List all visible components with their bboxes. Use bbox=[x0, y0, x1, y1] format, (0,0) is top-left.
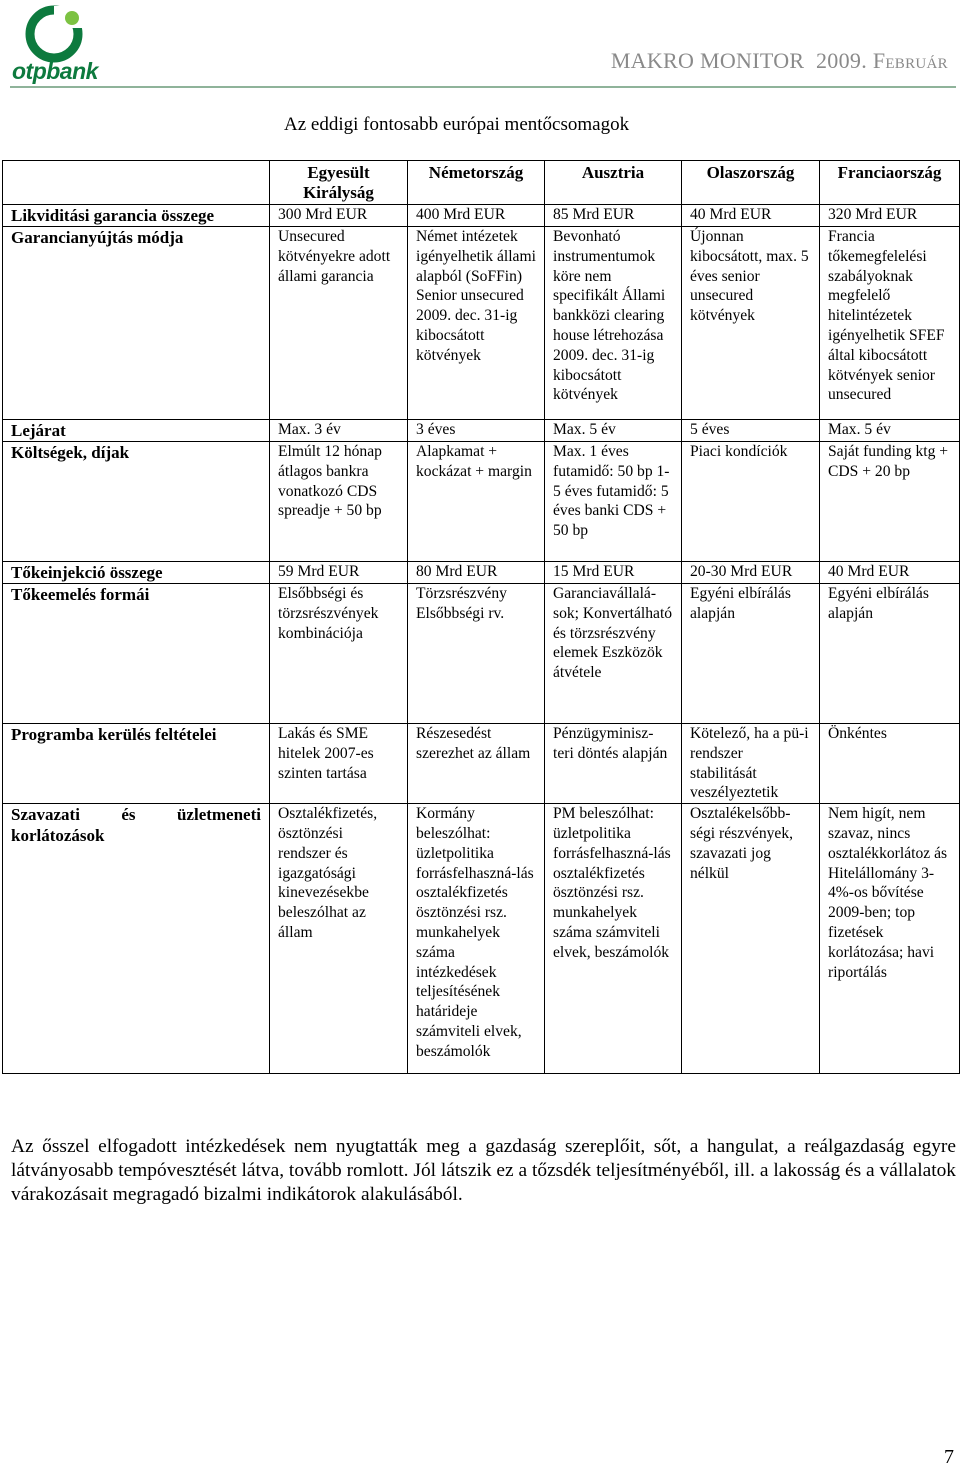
corner-cell bbox=[3, 161, 270, 205]
row-label: Költségek, díjak bbox=[3, 442, 270, 562]
table-row bbox=[3, 584, 960, 724]
table-cell: 320 Mrd EUR bbox=[820, 205, 960, 227]
table-row bbox=[3, 205, 960, 227]
table-cell: Unsecured kötvényekre adott állami garancia bbox=[270, 227, 408, 420]
column-header: Franciaország bbox=[820, 161, 960, 205]
table-header-row bbox=[3, 161, 960, 205]
table-cell: Osztalékelsőbb-ségi részvények, szavazati jog nélkül bbox=[682, 804, 820, 1074]
rescue-packages-table bbox=[2, 160, 960, 1074]
table-cell: 40 Mrd EUR bbox=[682, 205, 820, 227]
row-label: Likviditási garancia összege bbox=[3, 205, 270, 227]
otp-logo-mark-icon bbox=[10, 4, 110, 64]
table-cell: 59 Mrd EUR bbox=[270, 562, 408, 584]
table-cell: Francia tőkemegfelelési szabályoknak megfelelő hitelintézetek igényelhetik SFEF által kibocsátott kötvények senior unsecured bbox=[820, 227, 960, 420]
table-cell: 40 Mrd EUR bbox=[820, 562, 960, 584]
table-cell: Max. 5 év bbox=[820, 420, 960, 442]
table-cell: Kötelező, ha a pü-i rendszer stabilitását veszélyeztetik bbox=[682, 724, 820, 804]
row-label: Lejárat bbox=[3, 420, 270, 442]
table-cell: Részesedést szerezhet az állam bbox=[408, 724, 545, 804]
publication-month: Február bbox=[872, 48, 948, 73]
column-header: Olaszország bbox=[682, 161, 820, 205]
table-cell: Osztalékfizetés, ösztönzési rendszer és igazgatósági kinevezésekbe beleszólhat az állam bbox=[270, 804, 408, 1074]
row-label: Szavazati és üzletmeneti korlátozások bbox=[3, 804, 270, 1074]
table-cell: PM beleszólhat: üzletpolitika forrásfelhaszná-lás osztalékfizetés ösztönzési rsz. munkahelyek száma számviteli elvek, beszámolók bbox=[545, 804, 682, 1074]
column-header: Ausztria bbox=[545, 161, 682, 205]
table-row bbox=[3, 227, 960, 420]
table-cell: 5 éves bbox=[682, 420, 820, 442]
table-cell: Lakás és SME hitelek 2007-es szinten tartása bbox=[270, 724, 408, 804]
table-cell: Német intézetek igényelhetik állami alapból (SoFFin) Senior unsecured 2009. dec. 31-ig kibocsátott kötvények bbox=[408, 227, 545, 420]
table-cell: Piaci kondíciók bbox=[682, 442, 820, 562]
publication-name: MAKRO MONITOR bbox=[610, 48, 805, 73]
table-cell: 300 Mrd EUR bbox=[270, 205, 408, 227]
table-row bbox=[3, 420, 960, 442]
column-header: Egyesült Királyság bbox=[270, 161, 408, 205]
column-header: Németország bbox=[408, 161, 545, 205]
table-cell: 80 Mrd EUR bbox=[408, 562, 545, 584]
table-title: Az eddigi fontosabb európai mentőcsomagok bbox=[284, 114, 630, 135]
body-paragraph: Az ősszel elfogadott intézkedések nem nyugtatták meg a gazdaság szereplőit, sőt, a hangulat, a reálgazdaság egyre látványosabb tempóvesztését látva, tovább romlott. Jól látszik ez a tőzsdék teljesítményéből, ill. a lakosság és a vállalatok várakozásait megragadó bizalmi indikátorok alakulásából. bbox=[11, 1136, 956, 1206]
table-cell: 3 éves bbox=[408, 420, 545, 442]
table-cell: Önkéntes bbox=[820, 724, 960, 804]
table-cell: Bevonható instrumentumok köre nem specifikált Állami bankközi clearing house létrehozása 2009. dec. 31-ig kibocsátott kötvények bbox=[545, 227, 682, 420]
table-cell: 400 Mrd EUR bbox=[408, 205, 545, 227]
page-number: 7 bbox=[944, 1446, 954, 1468]
row-label: Programba kerülés feltételei bbox=[3, 724, 270, 804]
table-cell: Újonnan kibocsátott, max. 5 éves senior unsecured kötvények bbox=[682, 227, 820, 420]
table-row bbox=[3, 562, 960, 584]
table-cell: Max. 3 év bbox=[270, 420, 408, 442]
publication-header bbox=[611, 48, 948, 74]
table-cell: Egyéni elbírálás alapján bbox=[820, 584, 960, 724]
publication-year: 2009. bbox=[816, 48, 867, 73]
table-cell: Garanciavállalá-sok; Konvertálható és törzsrészvény elemek Eszközök átvétele bbox=[545, 584, 682, 724]
table-cell: 15 Mrd EUR bbox=[545, 562, 682, 584]
table-cell: Kormány beleszólhat: üzletpolitika forrásfelhaszná-lás osztalékfizetés ösztönzési rsz. munkahelyek száma intézkedések teljesítésének határideje számviteli elvek, beszámolók bbox=[408, 804, 545, 1074]
table-cell: Max. 5 év bbox=[545, 420, 682, 442]
table-cell: Elsőbbségi és törzsrészvények kombinációja bbox=[270, 584, 408, 724]
table-row bbox=[3, 442, 960, 562]
row-label: Tőkeinjekció összege bbox=[3, 562, 270, 584]
table-cell: Egyéni elbírálás alapján bbox=[682, 584, 820, 724]
header-divider bbox=[10, 86, 956, 88]
row-label: Garancianyújtás módja bbox=[3, 227, 270, 420]
table-cell: Alapkamat + kockázat + margin bbox=[408, 442, 545, 562]
table-cell: Max. 1 éves futamidő: 50 bp 1-5 éves futamidő: 5 éves banki CDS + 50 bp bbox=[545, 442, 682, 562]
table-cell: Pénzügyminisz-teri döntés alapján bbox=[545, 724, 682, 804]
table-cell: 85 Mrd EUR bbox=[545, 205, 682, 227]
table-cell: 20-30 Mrd EUR bbox=[682, 562, 820, 584]
table-cell: Saját funding ktg + CDS + 20 bp bbox=[820, 442, 960, 562]
table-cell: Törzsrészvény Elsőbbségi rv. bbox=[408, 584, 545, 724]
table-cell: Nem higít, nem szavaz, nincs osztalékkorlátoz ás Hitelállomány 3-4%-os bővítése 2009-ben; top fizetések korlátozása; havi riportálás bbox=[820, 804, 960, 1074]
table-cell: Elmúlt 12 hónap átlagos bankra vonatkozó CDS spreadje + 50 bp bbox=[270, 442, 408, 562]
table-row bbox=[3, 724, 960, 804]
table-row bbox=[3, 804, 960, 1074]
brand-wordmark: otpbank bbox=[12, 58, 98, 84]
row-label: Tőkeemelés formái bbox=[3, 584, 270, 724]
